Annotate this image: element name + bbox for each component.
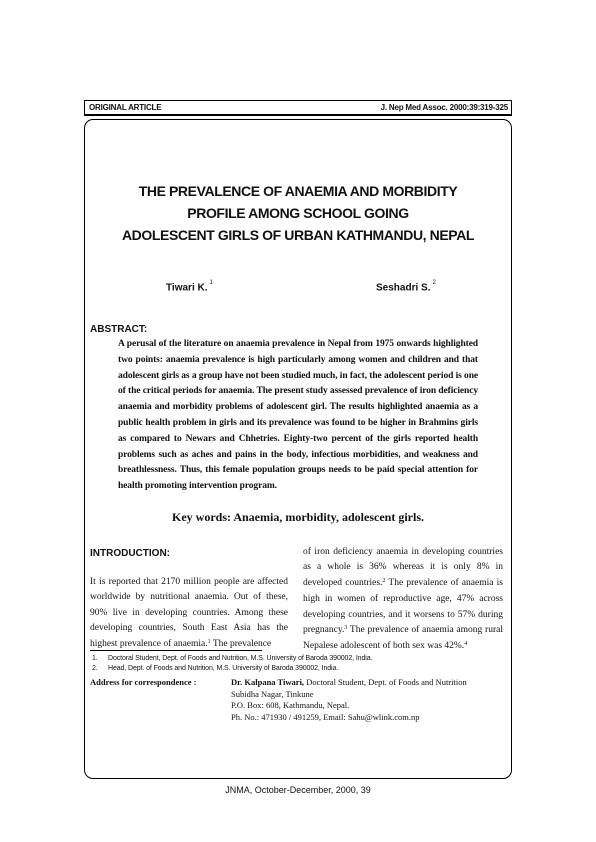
intro-right-text-end: The prevalence of anaemia among rural Nepalese adolescent of both sex was 42%. <box>303 625 503 652</box>
article-title-line-3: ADOLESCENT GIRLS OF URBAN KATHMANDU, NEPAL <box>121 227 475 243</box>
author-1-affiliation-mark: 1 <box>209 280 213 286</box>
footnote-2 <box>92 665 338 672</box>
abstract-text: A perusal of the literature on anaemia prevalence in Nepal from 1975 onwards highlighted two points: anaemia prevalence is high particularly among women and children and that adolescent girls as a group have not been studied much, in fact, the adolescent period is one of the critical periods for anaemia. The present study assessed prevalence of iron deficiency anaemia and morbidity problems of adolescent girl. The results highlighted anaemia as a public health problem in girls and its prevalence was found to be higher in Brahmins girls as compared to Newars and Chhetries. Eighty-two percent of the girls reported health problems such as aches and pains in the body, infectious morbidities, and weakness and breathlessness. Thus, this female population groups needs to be paid special attention for health promoting intervention program. <box>118 339 478 492</box>
abstract-heading: ABSTRACT: <box>90 324 148 335</box>
reference-mark-1: 1 <box>207 638 211 645</box>
article-title-line-2: PROFILE AMONG SCHOOL GOING <box>187 205 409 221</box>
footnote-2-text: Head, Dept. of Foods and Nutrition, M.S. University of Baroda 390002, India. <box>108 665 339 672</box>
footnote-1-text: Doctoral Student, Dept. of Foods and Nutrition, M.S. University of Baroda 390002, India. <box>108 655 373 662</box>
introduction-heading: INTRODUCTION: <box>90 548 170 559</box>
footnote-divider <box>90 650 262 651</box>
introduction-right-column <box>303 545 503 656</box>
footnote-1 <box>92 655 372 662</box>
journal-header-bar <box>84 100 512 116</box>
intro-right-text-cont: The prevalence of anaemia is high in women of reproductive age, 47% across developing countries, and it worsens to 57% during pregnancy. <box>303 577 503 636</box>
intro-left-text: It is reported that 2170 million people are affected worldwide by nutritional anaemia. Out of these, 90% live in developing countries. Among these developing countries, South East Asia has the highest prevalence of anaemia. <box>90 577 288 649</box>
keywords: Key words: Anaemia, morbidity, adolescent girls. <box>172 510 424 524</box>
reference-mark-3: 3 <box>344 625 348 632</box>
reference-mark-2: 2 <box>382 577 386 584</box>
author-2-name: Seshadri S. <box>376 282 431 294</box>
introduction-left-column <box>90 575 288 653</box>
author-1 <box>166 282 213 293</box>
footnote-2-number: 2. <box>92 665 98 672</box>
correspondence-role: Doctoral Student, Dept. of Foods and Nutrition <box>304 677 467 687</box>
reference-mark-4: 4 <box>464 641 468 648</box>
article-type-label: ORIGINAL ARTICLE <box>89 103 162 112</box>
author-1-name: Tiwari K. <box>166 282 208 294</box>
correspondence-line-4: Ph. No.: 471930 / 491259, Email: Sahu@wlink.com.np <box>231 711 420 722</box>
article-title-line-1: THE PREVALENCE OF ANAEMIA AND MORBIDITY <box>138 183 458 199</box>
intro-left-text-cont: The prevalence <box>210 638 272 649</box>
intro-right-text: of iron deficiency anaemia in developing countries as a whole is 36% whereas it is only 8% in developed countries. <box>303 547 503 588</box>
correspondence-address <box>231 677 467 723</box>
author-2 <box>376 282 436 293</box>
author-2-affiliation-mark: 2 <box>432 280 436 286</box>
page-footer: JNMA, October-December, 2000, 39 <box>225 785 371 795</box>
footnote-1-number: 1. <box>92 655 98 662</box>
correspondence-line-2: Subidha Nagar, Tinkune <box>231 688 314 699</box>
correspondence-line-1 <box>231 677 467 689</box>
correspondence-line-3: P.O. Box: 608, Kathmandu, Nepal. <box>231 700 350 710</box>
journal-citation: J. Nep Med Assoc. 2000:39:319-325 <box>380 103 508 112</box>
correspondence-name: Dr. Kalpana Tiwari, <box>231 677 305 687</box>
correspondence-label: Address for correspondence : <box>90 677 197 687</box>
